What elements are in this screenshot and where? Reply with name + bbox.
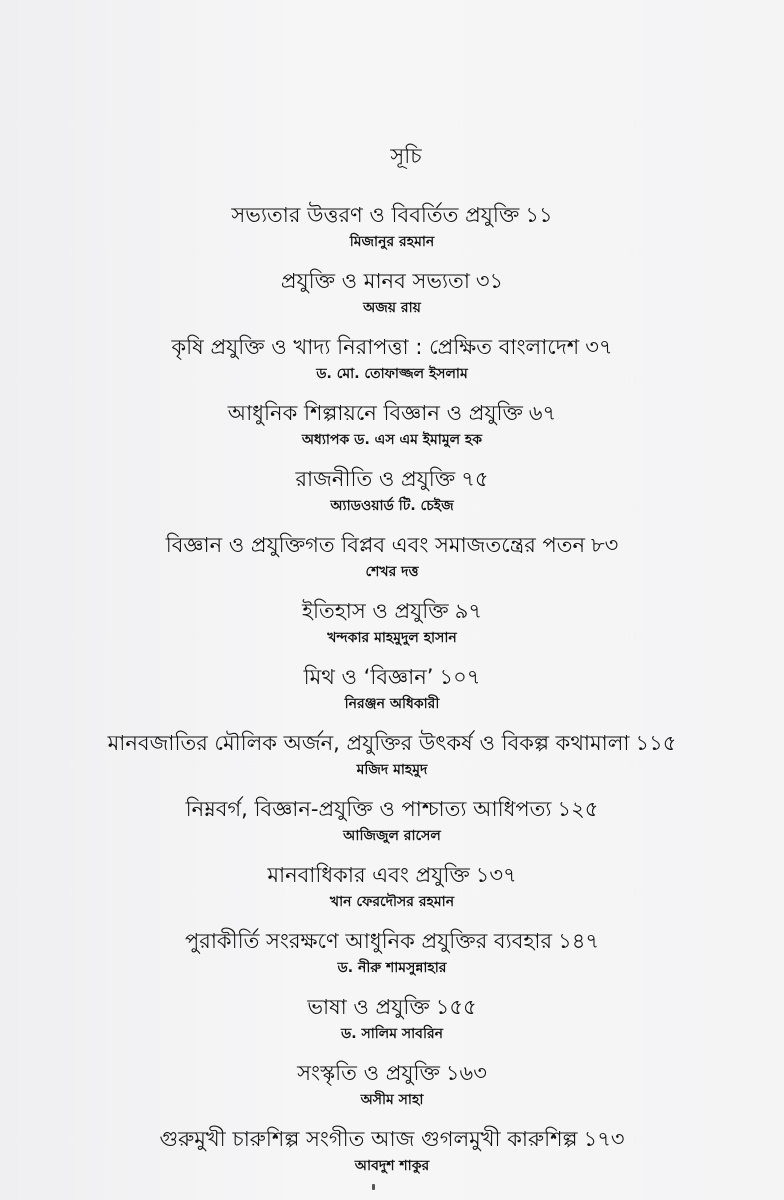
entry-page-number: ৩৭ [585, 335, 613, 359]
contents-heading: সূচি [390, 144, 422, 168]
entry-title: মানবজাতির মৌলিক অর্জন, প্রযুক্তির উৎকর্ষ ও বিকল্প কথামালা [107, 731, 630, 755]
contents-entry [0, 200, 784, 266]
contents-entry [0, 1058, 784, 1124]
entry-title-line [0, 794, 784, 824]
entry-title-line [0, 926, 784, 956]
contents-entry [0, 992, 784, 1058]
entry-title-line [0, 860, 784, 890]
entry-title: রাজনীতি ও প্রযুক্তি [295, 467, 456, 491]
entry-title-line [0, 530, 784, 560]
contents-entry [0, 926, 784, 992]
entry-title: সংস্কৃতি ও প্রযুক্তি [297, 1061, 440, 1085]
entry-page-number: ১৪৭ [558, 929, 599, 953]
entry-author: ড. নীরু শামসুন্নাহার [337, 960, 447, 976]
entry-author: মজিদ মাহমুদ [356, 762, 428, 778]
entry-page-number: ৩১ [475, 269, 504, 293]
contents-list [0, 200, 784, 1190]
contents-entry [0, 728, 784, 794]
entry-title: নিম্নবর্গ, বিজ্ঞান-প্রযুক্তি ও পাশ্চাত্য আধিপত্য [185, 797, 552, 821]
entry-page-number: ৬৭ [528, 401, 557, 425]
entry-author: খান ফেরদৌসর রহমান [329, 894, 455, 910]
contents-entry [0, 794, 784, 860]
entry-title-line [0, 266, 784, 296]
entry-page-number: ৯৭ [454, 599, 482, 623]
entry-title-line [0, 332, 784, 362]
entry-title-line [0, 596, 784, 626]
entry-author: আজিজুল রাসেল [343, 828, 441, 844]
contents-entry [0, 332, 784, 398]
entry-title-line [0, 1058, 784, 1088]
entry-page-number: ১০৭ [439, 665, 481, 689]
entry-author: অ্যাডওয়ার্ড টি. চেইজ [330, 498, 454, 514]
entry-author: খন্দকার মাহমুদুল হাসান [327, 630, 457, 646]
entry-author: ড. মো. তোফাজ্জল ইসলাম [316, 366, 468, 382]
entry-title-line [0, 464, 784, 494]
contents-entry [0, 464, 784, 530]
entry-title: প্রযুক্তি ও মানব সভ্যতা [280, 269, 470, 293]
entry-title: ইতিহাস ও প্রযুক্তি [302, 599, 449, 623]
entry-page-number: ১৬৩ [445, 1061, 487, 1085]
entry-title: মানবাধিকার এবং প্রযুক্তি [267, 863, 470, 887]
entry-author: অধ্যাপক ড. এস এম ইমামুল হক [301, 432, 483, 448]
entry-page-number: ১২৫ [557, 797, 599, 821]
entry-page-number: ১১৫ [635, 731, 677, 755]
entry-title: গুরুমুখী চারুশিল্প সংগীত আজ গুগলমুখী কারুশিল্প [159, 1127, 578, 1151]
entry-title: মিথ ও ‘বিজ্ঞান’ [303, 665, 434, 689]
entry-title: বিজ্ঞান ও প্রযুক্তিগত বিপ্লব এবং সমাজতন্ত্রের পতন [165, 533, 586, 557]
entry-page-number: ১৩৭ [475, 863, 517, 887]
entry-author: নিরঞ্জন অধিকারী [344, 696, 440, 712]
entry-title-line [0, 992, 784, 1022]
entry-title: কৃষি প্রযুক্তি ও খাদ্য নিরাপত্তা : প্রেক্ষিত বাংলাদেশ [171, 335, 580, 359]
entry-title-line [0, 662, 784, 692]
entry-page-number: ১৫৫ [435, 995, 477, 1019]
entry-author: শেখর দত্ত [365, 564, 419, 580]
entry-title-line [0, 200, 784, 230]
entry-title-line [0, 1124, 784, 1154]
contents-entry [0, 266, 784, 332]
entry-title: সভ্যতার উত্তরণ ও বিবর্তিত প্রযুক্তি [231, 203, 520, 227]
entry-page-number: ১১ [525, 203, 553, 227]
entry-page-number: ৭৫ [461, 467, 489, 491]
entry-author: অজয় রায় [363, 300, 421, 316]
contents-entry [0, 662, 784, 728]
contents-entry [0, 596, 784, 662]
entry-author: ড. সালিম সাবরিন [340, 1026, 444, 1042]
page-speck [372, 1184, 375, 1190]
contents-entry [0, 398, 784, 464]
contents-entry [0, 1124, 784, 1190]
entry-title: আধুনিক শিল্পায়নে বিজ্ঞান ও প্রযুক্তি [227, 401, 523, 425]
entry-title-line [0, 728, 784, 758]
entry-page-number: ১৭৩ [583, 1127, 625, 1151]
entry-page-number: ৮৩ [591, 533, 619, 557]
contents-entry [0, 860, 784, 926]
entry-author: মিজানুর রহমান [349, 234, 435, 250]
entry-author: অসীম সাহা [360, 1092, 424, 1108]
entry-author: আবদুশ শাকুর [354, 1158, 430, 1174]
contents-entry [0, 530, 784, 596]
entry-title-line [0, 398, 784, 428]
entry-title: পুরাকীর্তি সংরক্ষণে আধুনিক প্রযুক্তির ব্যবহার [185, 929, 553, 953]
entry-title: ভাষা ও প্রযুক্তি [307, 995, 430, 1019]
